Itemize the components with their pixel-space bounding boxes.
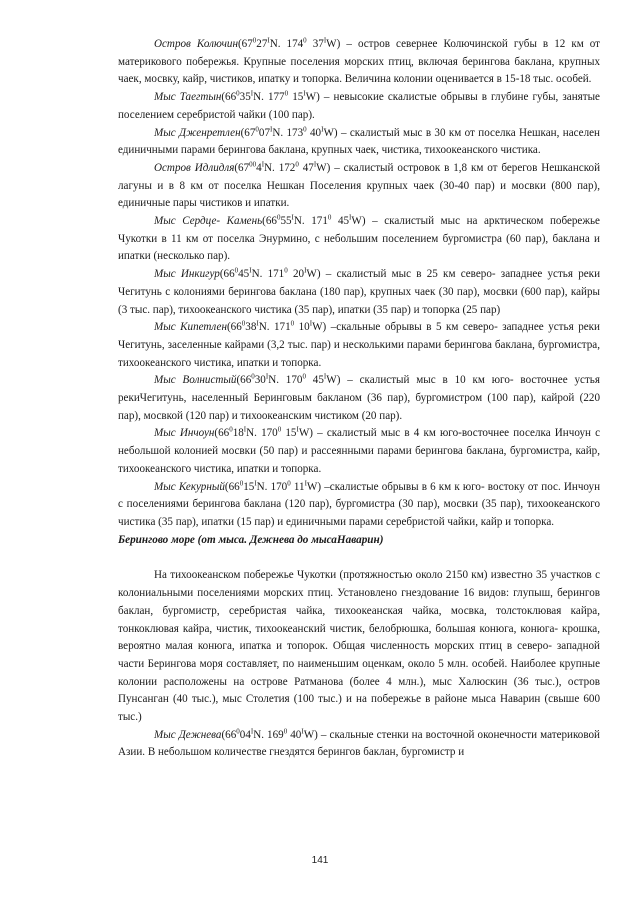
coordinate-part: N. 171 [251, 268, 285, 281]
coordinate-part: (66 [214, 427, 230, 440]
coordinate-superscript: I [304, 266, 307, 275]
coordinate-part: (67 [237, 38, 253, 50]
coordinate-superscript: 0 [284, 89, 289, 98]
coordinate-superscript: I [249, 266, 252, 275]
coordinate-superscript: 0 [255, 124, 259, 133]
entry-description: – скалистый мыс в 25 км северо- западнее устья реки Чегитунь с колониями берингова баклана (180 пар), крупных чаек (30 пар), мосвки (600 пар), кайры (3 тыс. пар), тихоокеанского чистика (35 пар), ипатки (35 пар) и топорка (25 пар) [118, 268, 601, 316]
coordinate-part: 04 [239, 728, 251, 741]
coordinate-superscript: I [243, 425, 247, 434]
coordinate-superscript: I [304, 478, 307, 487]
entry-paragraph [118, 266, 600, 319]
entry-description: – скалистый мыс в 30 км от поселка Нешкан, населен единичными парами берингова баклана, крупных чаек, чистика, тихоокеанского чистика. [118, 126, 600, 157]
place-name: Остров Идлидля [154, 161, 235, 174]
coordinate-part: W) [316, 161, 331, 174]
coordinate-part: N. 171 [293, 215, 328, 228]
place-name: Мыс Дженретлен [154, 126, 241, 139]
coordinate-part: (66 [221, 728, 237, 741]
document-page [118, 36, 600, 762]
coordinate-part: 07 [258, 126, 270, 139]
coordinate-part: W) [326, 374, 341, 387]
coordinate-superscript: I [250, 727, 254, 736]
entry-paragraph [118, 160, 600, 213]
coordinate-part: N. 173 [272, 126, 304, 139]
coordinate-part: (66 [262, 215, 277, 228]
coordinate-superscript: I [301, 727, 304, 736]
coordinate-part: (66 [226, 321, 242, 334]
coordinate-part: W) [351, 215, 366, 228]
coordinate-part: (66 [219, 268, 235, 281]
coordinate-part: 27 [256, 38, 268, 50]
coordinate-part: 38 [245, 321, 257, 334]
coordinates [234, 162, 330, 174]
coordinate-superscript: 0 [236, 727, 240, 736]
coordinate-superscript: I [250, 89, 254, 98]
coordinate-part: N. 177 [253, 91, 285, 104]
entry-paragraph [118, 319, 600, 372]
coordinate-superscript: I [261, 160, 265, 169]
entry-paragraph [118, 372, 600, 425]
coordinate-superscript: I [269, 124, 273, 133]
coordinate-part: (66 [236, 374, 252, 387]
coordinate-part: W) [305, 91, 320, 104]
coordinate-superscript: I [321, 124, 324, 133]
section-title: Берингово море (от мыса. Дежнева до мысаНаварин) [118, 533, 384, 546]
coordinate-superscript: 0 [276, 213, 281, 222]
coordinate-part: N. 170 [246, 427, 278, 440]
coordinate-superscript: 0 [252, 36, 257, 45]
coordinate-part: N. 171 [258, 321, 291, 334]
coordinates [224, 478, 322, 493]
coordinates [262, 215, 365, 227]
coordinate-part: W) [312, 321, 327, 334]
coordinate-superscript: I [291, 213, 294, 222]
coordinates [220, 268, 321, 280]
entry-paragraph [118, 425, 600, 478]
coordinate-superscript: 0 [239, 478, 244, 487]
entry-description: – скальные стенки на восточной оконечности материковой Азии. В небольшом количестве гнездятся берингов баклан, бургомистр и [118, 728, 600, 759]
coordinate-part: (67 [240, 126, 256, 139]
coordinate-part: 11 [290, 480, 305, 493]
coordinates [221, 729, 317, 741]
place-name: Мыс Инкигур [154, 268, 220, 281]
coordinate-superscript: 0 [241, 319, 246, 328]
coordinate-part: 15 [288, 91, 304, 104]
coordinate-part: W) [326, 38, 341, 50]
entry-description: –скалистые обрывы в 6 км к юго- востоку от пос. Инчоун с поселениями берингова баклана (120 пар), бургомистра (30 пар), мосвки (35 пар), тихоокеанского чистика (35 пар), ипатки (15 пар) и единичными парами серебристой чайки, кайр и топорка. [118, 480, 600, 528]
coordinates [214, 427, 313, 439]
coordinate-superscript: I [323, 372, 327, 381]
coordinates [240, 124, 338, 139]
coordinate-part: N. 170 [268, 374, 303, 387]
coordinate-part: 4 [256, 161, 262, 174]
coordinate-part: N. 169 [253, 728, 284, 741]
coordinate-part: W) [306, 480, 322, 493]
coordinate-part: (66 [224, 480, 240, 493]
coordinate-superscript: 0 [229, 425, 233, 434]
entry-paragraph [118, 213, 600, 266]
coordinate-part: 37 [306, 38, 324, 50]
coordinate-superscript: I [303, 89, 306, 98]
coordinate-part: W) [298, 427, 313, 440]
place-name: Мыс Кекурный [154, 480, 225, 493]
entry-description: – скалистый мыс в 4 км юго-восточнее поселка Инчоун с небольшой колонией мосвки (50 пар) и рассеянными парами берингова баклана, бургомистра, кайр, тихоокеанского чистика, ипатки и топорка. [118, 427, 601, 475]
entry-description: – невысокие скалистые обрывы в глубине губы, занятые поселением серебристой чайки (100 пар). [118, 91, 600, 121]
coordinate-part: 30 [254, 374, 266, 387]
coordinate-superscript: 0 [234, 266, 239, 275]
coordinate-superscript: I [267, 36, 270, 45]
coordinate-part: 20 [287, 268, 305, 281]
coordinate-superscript: 0 [251, 372, 255, 381]
coordinate-part: 45 [238, 268, 250, 281]
coordinate-superscript: 0 [295, 160, 299, 169]
coordinate-part: 10 [294, 321, 310, 334]
entry-paragraph [118, 36, 600, 89]
place-name: Мыс Дежнева [154, 728, 222, 741]
coordinates [236, 374, 340, 386]
coordinate-part: 55 [280, 215, 292, 228]
coordinate-superscript: 0 [283, 727, 288, 736]
coordinate-part: (66 [221, 91, 237, 104]
coordinate-part: 15 [281, 427, 297, 440]
coordinate-superscript: 0 [303, 36, 307, 45]
place-name: Мыс Кипетлен [154, 321, 227, 334]
coordinate-superscript: I [265, 372, 269, 381]
coordinate-superscript: 0 [290, 319, 295, 328]
place-name: Мыс Сердце- Камень [154, 215, 263, 228]
coordinate-superscript: 0 [236, 89, 240, 98]
entry-description: – остров севернее Колючинской губы в 12 км от материкового побережья. Крупные поселения морских птиц, включая берингова баклана, крупных чаек, мосвку, кайр, чистиков, ипатку и топорка. Величина колонии оценивается в 15-18 тыс. особей. [118, 38, 601, 86]
entries-list [118, 36, 600, 532]
coordinate-part: W) [323, 126, 338, 139]
coordinate-part: 45 [331, 215, 350, 228]
entry-paragraph [118, 89, 600, 124]
coordinate-superscript: I [313, 160, 317, 169]
coordinate-part: 18 [232, 427, 244, 440]
coordinate-part: (67 [234, 161, 250, 174]
coordinate-superscript: I [296, 425, 299, 434]
place-name: Остров Колючин [154, 38, 238, 50]
entry-description: –скальные обрывы в 5 км северо- западнее устья реки Чегитунь, заселенные кайрами (3,2 тыс. пар) и несколькими парами берингова баклана, бургомистра, тихоокеанского чистика, ипатки и топорка. [118, 321, 600, 369]
coordinates [227, 321, 326, 333]
coordinates [238, 38, 340, 50]
coordinate-superscript: I [323, 36, 327, 45]
entry-description: – скалистый островок в 1,8 км от берегов Нешканской лагуны и в 8 км от поселка Нешкан Поселения крупных чаек (30-40 пар) и мосвки (800 пар), единичные пары чистиков и ипатки. [118, 161, 601, 210]
place-name: Мыс Инчоун [154, 427, 215, 440]
coordinate-superscript: 0 [284, 266, 288, 275]
intro-paragraph: На тихоокеанском побережье Чукотки (протяжностью около 2150 км) известно 35 участков с колониальными поселениями морских птиц. Установлено гнездование 16 видов: глупыш, берингов баклан, бургомистр, серебристая чайка, тихоокеанская чайка, мосвка, толстоклювая кайра, тонкоклювая кайра, чистик, тихоокеанский чистик, белобрюшка, большая конюга, конюга- крошка, вероятно малая конюга, ипатка и топорок. Общая численность морских птиц в северо- западной части Берингова моря составляет, по наименьшим оценкам, около 5 млн. особей. Наиболее крупные колонии расположены на острове Ратманова (более 4 млн.), мыс Халюскин (36 тыс.), остров Пунсанган (40 тыс.), мыс Столетия (100 тыс.) и на побережье в районе мыса Наварин (свыше 600 тыс.) [118, 569, 600, 724]
entry-description: – скалистый мыс на арктическом побережье Чукотки в 11 км от поселка Энурмино, с небольшим поселением бургомистра (60 пар), баклана и ипатки (несколько пар). [118, 215, 600, 263]
coordinate-part: 15 [243, 480, 255, 493]
coordinate-part: N. 170 [256, 480, 288, 493]
coordinate-part: 35 [239, 91, 251, 104]
entry-description: – скалистый мыс в 10 км юго- восточнее устья рекиЧегитунь, населенный Беринговым бакланом (36 пар), бургомистром (100 пар), кайрой (220 пар), мосвкой (120 пар) и тихоокеанским чистиком (20 пар). [118, 374, 600, 422]
coordinate-superscript: I [254, 478, 257, 487]
coordinate-part: 45 [305, 374, 324, 387]
last-entry-paragraph [118, 727, 600, 762]
coordinate-superscript: 0 [287, 478, 291, 487]
coordinate-superscript: I [349, 213, 352, 222]
coordinate-part: N. 174 [269, 38, 304, 50]
coordinate-superscript: 0 [302, 372, 306, 381]
coordinate-superscript: 0 [277, 425, 282, 434]
coordinate-superscript: 00 [249, 160, 257, 169]
coordinate-part: W) [306, 268, 321, 281]
coordinate-part: W) [303, 728, 318, 741]
coordinate-superscript: I [256, 319, 259, 328]
coordinate-part: 47 [298, 161, 314, 174]
coordinate-part: 40 [306, 126, 322, 139]
coordinate-superscript: I [309, 319, 313, 328]
coordinate-superscript: 0 [303, 124, 307, 133]
place-name: Мыс Таегтын [154, 91, 222, 104]
coordinate-part: N. 172 [264, 161, 296, 174]
coordinates [221, 91, 319, 103]
entry-paragraph [118, 125, 600, 160]
place-name: Мыс Волнистый [154, 374, 237, 387]
coordinate-superscript: 0 [327, 213, 332, 222]
entry-paragraph [118, 479, 600, 532]
coordinate-part: 40 [287, 728, 302, 741]
page-number: 141 [311, 855, 329, 866]
